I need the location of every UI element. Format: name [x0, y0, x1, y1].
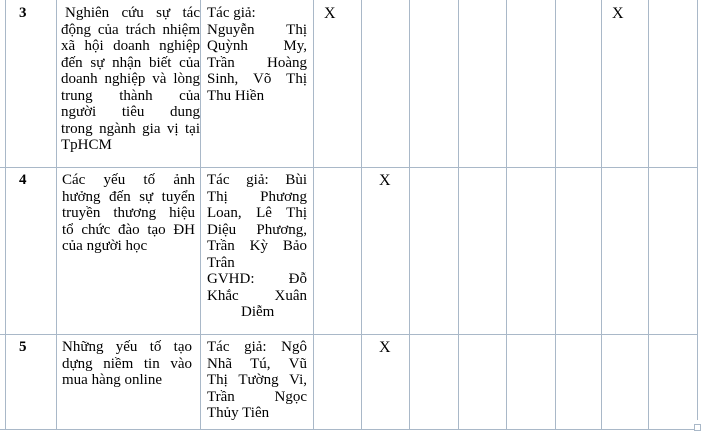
title-line: xã hội doanh nghiệp	[61, 38, 200, 54]
author-line: Trần Hoàng	[207, 54, 307, 71]
author-line: Trần Kỳ Bảo	[207, 238, 307, 254]
table-border	[313, 0, 314, 430]
title-line: doanh nghiệp và lòng	[61, 71, 200, 87]
row-authors	[207, 5, 307, 104]
author-line: Loan, Lê Thị	[207, 205, 307, 221]
author-line: Nguyễn Thị	[207, 21, 307, 38]
title-line: hưởng đến sự tuyển	[62, 188, 195, 205]
row-number: 4	[19, 172, 27, 188]
row-title	[62, 339, 192, 389]
table-border	[409, 0, 410, 430]
author-line: Thủy Tiên	[207, 405, 270, 421]
row-authors	[207, 172, 307, 321]
author-line: Thu Hiền	[207, 87, 265, 104]
check-mark: X	[379, 172, 391, 189]
table-border	[601, 0, 602, 430]
table-border	[0, 167, 698, 168]
title-line: Các yếu tố ảnh	[62, 172, 195, 188]
row-number: 3	[19, 5, 27, 21]
table-border	[506, 0, 507, 430]
author-line: Trần Ngọc	[207, 388, 307, 405]
check-mark: X	[324, 5, 336, 22]
author-line: Sinh, Võ Thị	[207, 71, 307, 87]
table-resize-handle[interactable]	[694, 424, 701, 431]
title-line: trung thành của	[61, 87, 200, 104]
title-line: tổ chức đào tạo ĐH	[62, 221, 195, 238]
row-title	[62, 172, 195, 255]
author-line: Tác giả: Bùi	[207, 172, 307, 188]
table-border	[5, 0, 6, 430]
table-border	[0, 334, 698, 335]
table-border	[0, 429, 698, 430]
title-line: Nghiên cứu sự tác	[65, 5, 200, 21]
table-border	[56, 0, 57, 430]
title-line: của người học	[62, 238, 148, 254]
check-mark: X	[612, 5, 624, 22]
author-line: Khắc Xuân	[207, 287, 307, 304]
title-line: người tiêu dung	[61, 104, 200, 120]
title-line: TpHCM	[61, 137, 112, 153]
title-line: Những yếu tố tạo	[62, 339, 192, 355]
table-border	[555, 0, 556, 430]
author-line: Diễm	[241, 304, 275, 320]
row-title	[61, 5, 200, 167]
title-line: động của trách nhiệm	[61, 21, 200, 38]
author-line: Tác giả:	[207, 5, 256, 21]
row-number: 5	[19, 339, 27, 355]
title-line: đến sự nhận biết của	[61, 54, 200, 71]
author-line: GVHD: Đỗ	[207, 271, 307, 287]
author-line: Thị Tường Vi,	[207, 372, 307, 388]
table-border	[200, 0, 201, 430]
author-line: Trân	[207, 254, 235, 271]
title-line: mua hàng online	[62, 372, 162, 388]
row-authors	[207, 339, 307, 422]
check-mark: X	[379, 339, 391, 356]
title-line: truyền thương hiệu	[62, 205, 195, 221]
author-line: Nhã Tú, Vũ	[207, 355, 307, 372]
author-line: Diệu Phương,	[207, 221, 307, 238]
author-line: Thị Phương	[207, 188, 307, 205]
title-line: dựng niềm tin vào	[62, 355, 192, 372]
table-border	[361, 0, 362, 430]
table-border	[697, 0, 698, 420]
author-line: Quỳnh My,	[207, 38, 307, 54]
table-border	[648, 0, 649, 430]
title-line: trong ngành gia vị tại	[61, 120, 200, 137]
table-border	[458, 0, 459, 430]
author-line: Tác giả: Ngô	[207, 339, 307, 355]
